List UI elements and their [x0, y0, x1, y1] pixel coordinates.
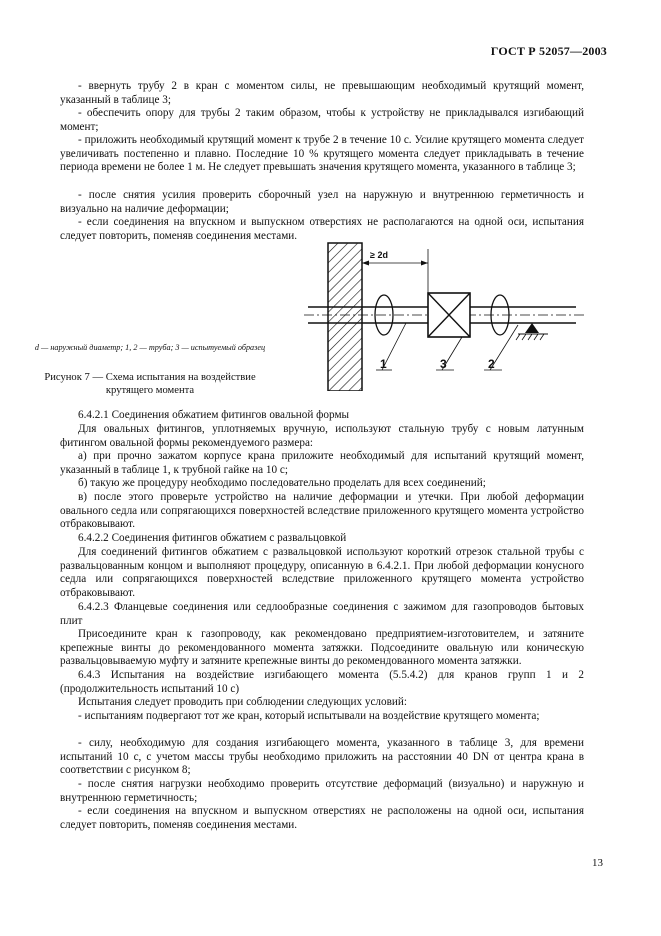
item-bending-force: - силу, необходимую для создания изгибающего момента, указанного в таблице 3, для времени испытаний 10 с, с учетом массы трубы необходимо приложить на расстоянии 40 DN от центра крана в соответствии с рисунком 8;	[60, 737, 584, 777]
section-6-4-2-2-title: 6.4.2.2 Соединения фитингов обжатием с развальцовкой	[78, 532, 347, 544]
item-a: а) при прочно зажатом корпусе крана приложите необходимый для испытаний крутящий момент, указанный в таблице 1, к трубной гайке на 10 с;	[60, 450, 584, 476]
figure-legend: d — наружный диаметр; 1, 2 — труба; 3 — испытуемый образец	[34, 343, 266, 352]
item-apply-torque: - приложить необходимый крутящий момент к трубе 2 в течение 10 с. Усилие крутящего момента следует увеличивать постепенно и плавно. Последние 10 % крутящего момента следует прикладывать в течение периода времени не более 1 м. Не следует превышать значения крутящего момента, указанного в таблице 3;	[60, 134, 584, 174]
item-support-pipe: - обеспечить опору для трубы 2 таким образом, чтобы к устройству не прикладывался изгибающий момент;	[60, 107, 584, 133]
paragraph-conditions: Испытания следует проводить при соблюдении следующих условий:	[78, 696, 407, 708]
item-b: б) такую же процедуру необходимо последовательно проделать для всех соединений;	[78, 477, 486, 489]
paragraph-flared-fittings: Для соединений фитингов обжатием с развальцовкой используют короткий отрезок стальной трубы с развальцованным концом и выполняют процедуру, описанную в 6.4.2.1. При любой деформации конусного седла или сопрягающихся поверхностей вследствие приложенного крутящего момента устройство отбраковывают.	[60, 546, 584, 599]
figure-7-diagram	[300, 241, 600, 391]
label-2: 2	[488, 357, 495, 371]
item-check-after-load: - после снятия нагрузки необходимо проверить отсутствие деформаций (визуально) и наружную и внутреннюю герметичность;	[60, 778, 584, 804]
figure-caption: Рисунок 7 — Схема испытания на воздействие крутящего момента	[44, 372, 256, 396]
section-6-4-2-1-title: 6.4.2.1 Соединения обжатием фитингов овальной формы	[78, 409, 350, 421]
item-screw-pipe: - ввернуть трубу 2 в кран с моментом силы, не превышающим необходимый крутящий момент, указанный в таблице 3;	[60, 80, 584, 106]
item-repeat-swap: - если соединения на впускном и выпускном отверстиях не расположены на одной оси, испытания следует повторить, поменяв соединения местами.	[60, 805, 584, 831]
section-6-4-2-3-title: 6.4.2.3 Фланцевые соединения или седлообразные соединения с зажимом для газопроводов бытовых плит	[60, 601, 584, 627]
item-repeat-test: - если соединения на впускном и выпускном отверстиях не располагаются на одной оси, испытания следует повторить, поменяв соединения местами.	[60, 216, 584, 242]
paragraph-oval-fittings: Для овальных фитингов, уплотняемых вручную, используют стальную трубу с новым латунным фитингом овальной формы рекомендуемого размера:	[60, 423, 584, 449]
dimension-label: ≥ 2d	[370, 250, 388, 260]
item-same-valve: - испытаниям подвергают тот же кран, который испытывали на воздействие крутящего момента;	[78, 710, 540, 722]
document-header: ГОСТ Р 52057—2003	[490, 44, 607, 58]
section-6-4-3-title: 6.4.3 Испытания на воздействие изгибающего момента (5.5.4.2) для кранов групп 1 и 2 (продолжительность испытаний 10 с)	[60, 669, 584, 695]
clamp-wall	[328, 243, 362, 391]
page-number: 13	[592, 857, 603, 869]
pipe-support	[525, 323, 539, 333]
label-1: 1	[380, 357, 387, 371]
paragraph-connect-valve: Присоедините кран к газопроводу, как рекомендовано предприятием-изготовителем, и затяните крепежные винты до рекомендованного момента затяжки. Подсоедините овальную или коническую развальцовываемую муфту и затяните крепежные винты до рекомендованного момента затяжки.	[60, 628, 584, 668]
label-3: 3	[440, 357, 447, 371]
item-c: в) после этого проверьте устройство на наличие деформации и утечки. При любой деформации овального седла или сопрягающихся поверхностей вследствие приложенного крутящего момента устройство отбраковывают.	[60, 491, 584, 531]
item-check-tightness: - после снятия усилия проверить сборочный узел на наружную и внутреннюю герметичность и визуально на наличие деформации;	[60, 189, 584, 215]
